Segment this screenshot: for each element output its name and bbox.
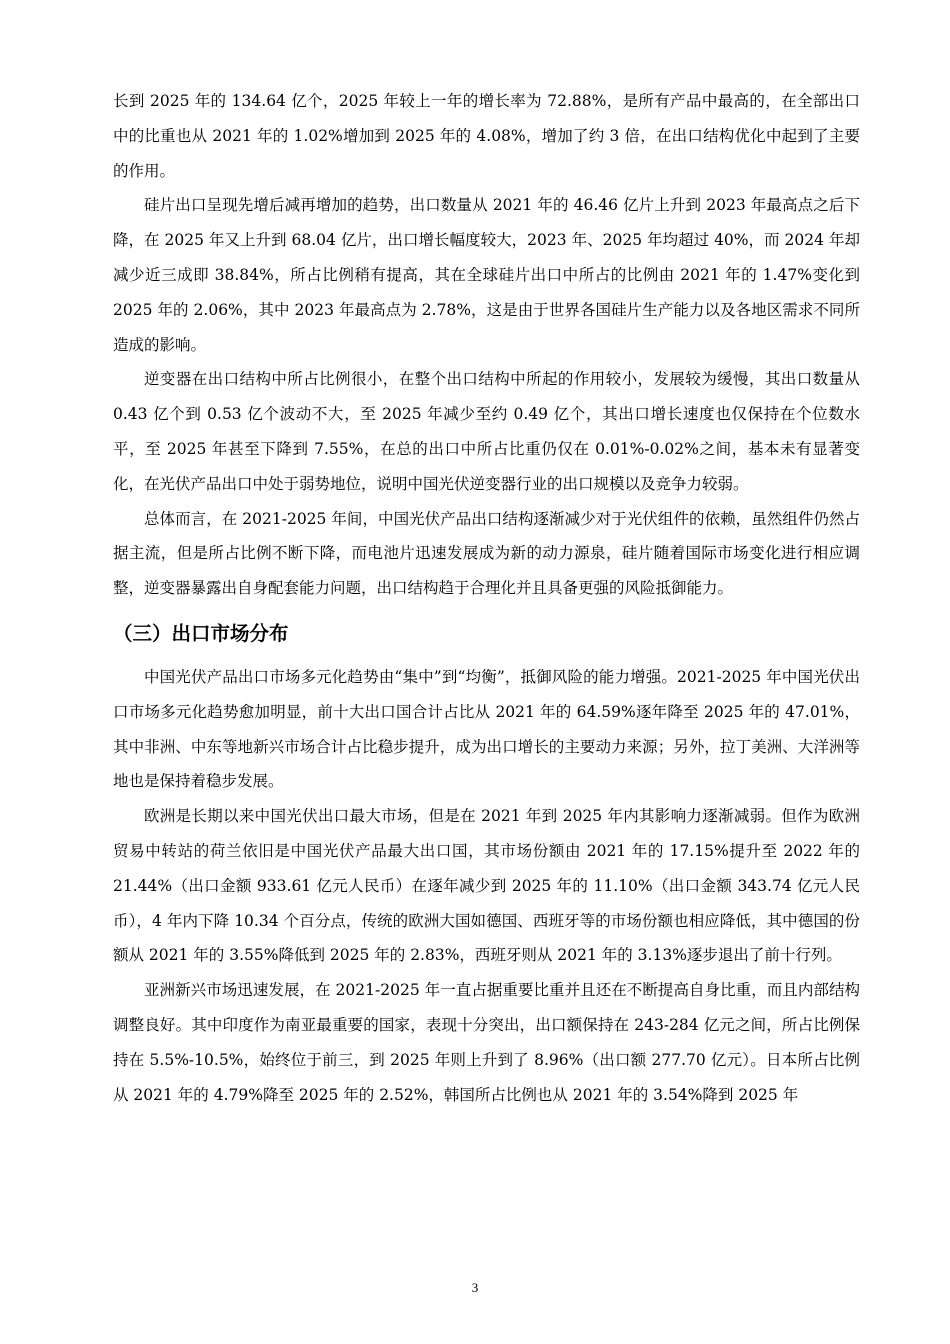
paragraph-europe-market: 欧洲是长期以来中国光伏出口最大市场，但是在 2021 年到 2025 年内其影响力逐渐减弱。但作为欧洲贸易中转站的荷兰依旧是中国光伏产品最大出口国，其市场份额由 2021 年的 17.15%提升至 2022 年的 21.44%（出口金额 933.61 亿元人民币）在逐年减少到 2025 年的 11.10%（出口金额 343.74 亿元人民币），4 年内下降 10.34 个百分点，传统的欧洲大国如德国、西班牙等的市场份额也相应降低，其中德国的份额从 2021 年的 3.55%降低到 2025 年的 2.83%，西班牙则从 2021 年的 3.13%逐步退出了前十行列。 — [113, 807, 860, 965]
paragraph-market-diversification: 中国光伏产品出口市场多元化趋势由“集中”到“均衡”，抵御风险的能力增强。2021-2025 年中国光伏出口市场多元化趋势愈加明显，前十大出口国合计占比从 2021 年的 64.59%逐年降至 2025 年的 47.01%，其中非洲、中东等地新兴市场合计占比稳步提升，成为出口增长的主要动力来源；另外，拉丁美洲、大洋洲等地也是保持着稳步发展。 — [113, 667, 860, 791]
paragraph-asia-market: 亚洲新兴市场迅速发展，在 2021-2025 年一直占据重要比重并且还在不断提高自身比重，而且内部结构调整良好。其中印度作为南亚最重要的国家，表现十分突出，出口额保持在 243-284 亿元之间，所占比例保持在 5.5%-10.5%，始终位于前三，到 2025 年则上升到了 8.96%（出口额 277.70 亿元）。日本所占比例从 2021 年的 4.79%降至 2025 年的 2.52%，韩国所占比例也从 2021 年的 3.54%降到 2025 年 — [113, 981, 860, 1104]
page-number: 3 — [471, 1280, 479, 1295]
page-body — [113, 84, 860, 1112]
section-heading: （三）出口市场分布 — [113, 621, 289, 645]
paragraph-structure-summary: 总体而言，在 2021-2025 年间，中国光伏产品出口结构逐渐减少对于光伏组件的依赖，虽然组件仍然占据主流，但是所占比例不断下降，而电池片迅速发展成为新的动力源泉，硅片随着国际市场变化进行相应调整，逆变器暴露出自身配套能力问题，出口结构趋于合理化并且具备更强的风险抵御能力。 — [113, 509, 860, 598]
paragraph-inverter-exports: 逆变器在出口结构中所占比例很小，在整个出口结构中所起的作用较小，发展较为缓慢，其出口数量从 0.43 亿个到 0.53 亿个波动不大，至 2025 年减少至约 0.49 亿个，其出口增长速度也仅保持在个位数水平，至 2025 年甚至下降到 7.55%，在总的出口中所占比重仍仅在 0.01%-0.02%之间，基本未有显著变化，在光伏产品出口中处于弱势地位，说明中国光伏逆变器行业的出口规模以及竞争力较弱。 — [113, 370, 860, 493]
paragraph-cell-growth: 长到 2025 年的 134.64 亿个，2025 年较上一年的增长率为 72.88%，是所有产品中最高的，在全部出口中的比重也从 2021 年的 1.02%增加到 2025 年的 4.08%，增加了约 3 倍，在出口结构优化中起到了主要的作用。 — [113, 92, 860, 180]
paragraph-wafer-exports: 硅片出口呈现先增后减再增加的趋势，出口数量从 2021 年的 46.46 亿片上升到 2023 年最高点之后下降，在 2025 年又上升到 68.04 亿片，出口增长幅度较大，2023 年、2025 年均超过 40%，而 2024 年却减少近三成即 38.84%，所占比例稍有提高，其在全球硅片出口中所占的比例由 2021 年的 1.47%变化到 2025 年的 2.06%，其中 2023 年最高点为 2.78%，这是由于世界各国硅片生产能力以及各地区需求不同所造成的影响。 — [113, 196, 860, 354]
